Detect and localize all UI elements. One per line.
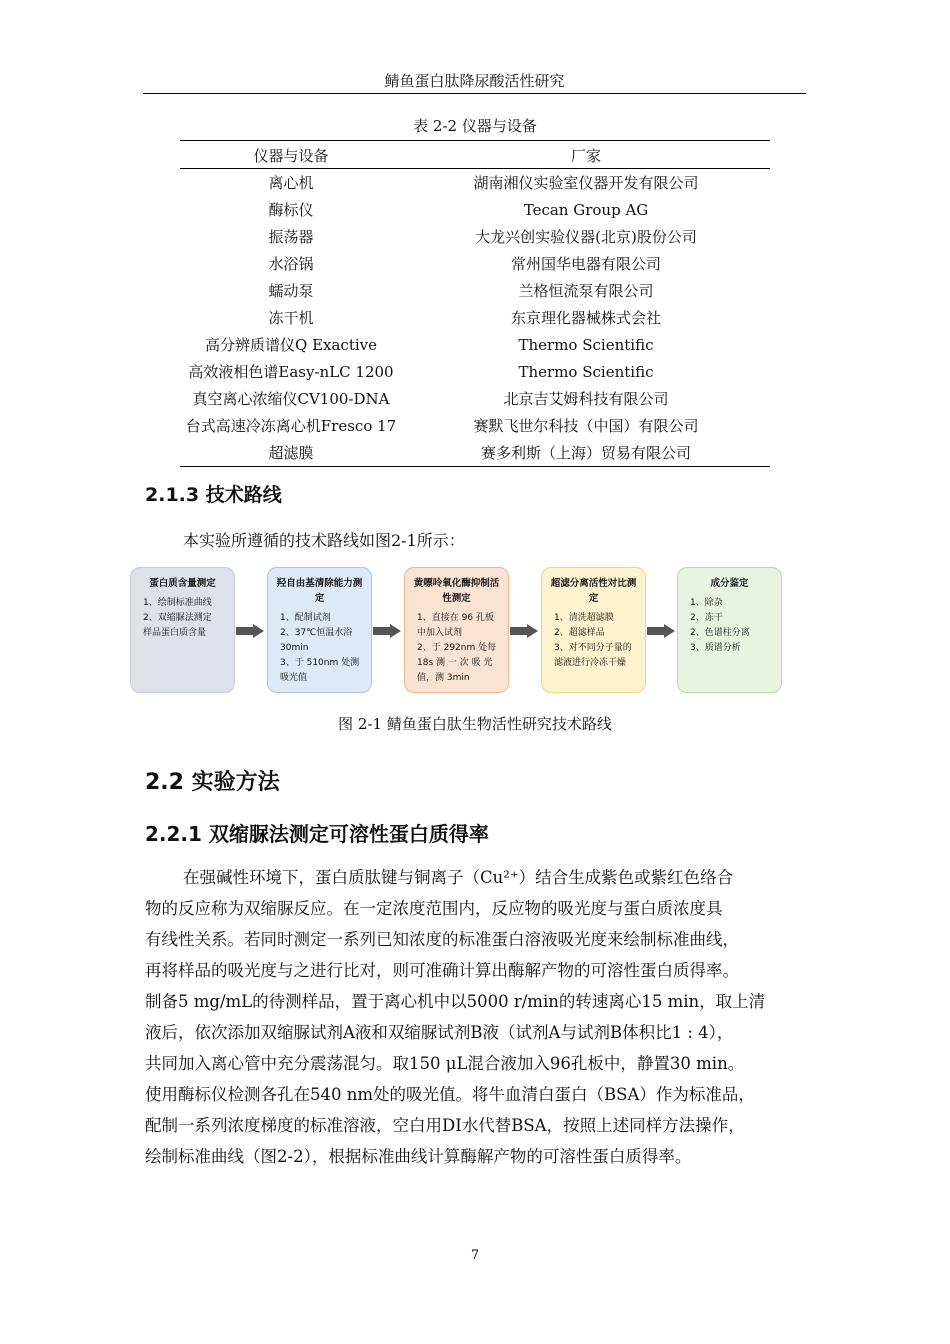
manufacturer-cell: Tecan Group AG <box>523 200 649 219</box>
flow-step-line: 值，测 3min <box>417 673 470 683</box>
instrument-cell: 离心机 <box>268 174 314 192</box>
flow-step-line: 3、于 510nm 处测 <box>280 658 360 668</box>
instrument-cell: 水浴锅 <box>268 255 314 273</box>
table-row <box>180 304 770 331</box>
flow-step-line: 2、双缩脲法测定 <box>143 613 212 623</box>
paragraph-line: 再将样品的吸光度与之进行比对，则可准确计算出酶解产物的可溶性蛋白质得率。 <box>145 961 739 980</box>
table-row <box>180 331 770 358</box>
table-row <box>180 358 770 385</box>
section-heading-2-2: 2.2 实验方法 <box>145 770 280 795</box>
paragraph-line: 液后，依次添加双缩脲试剂A液和双缩脲试剂B液（试剂A与试剂B体积比1 : 4）， <box>145 1023 734 1042</box>
flow-step-line: 1、除杂 <box>690 598 723 608</box>
table-row <box>180 385 770 412</box>
flow-step-line: 中加入试剂 <box>417 628 463 638</box>
body-paragraph <box>145 862 807 1172</box>
page-number: 7 <box>470 1248 480 1263</box>
flow-step-line: 1、配制试剂 <box>280 613 331 623</box>
table-row <box>180 277 770 304</box>
instrument-cell: 振荡器 <box>268 228 314 246</box>
table-row <box>180 412 770 439</box>
flow-step-list <box>405 606 508 686</box>
manufacturer-cell: 赛默飞世尔科技（中国）有限公司 <box>473 417 699 435</box>
intro-text: 本实验所遵循的技术路线如图2-1所示： <box>183 531 465 550</box>
arrow-right-icon <box>373 624 401 638</box>
flow-step-title: 羟自由基清除能力测定 <box>276 578 363 604</box>
flow-step-box <box>677 567 782 693</box>
paragraph-line: 绘制标准曲线（图2-2），根据标准曲线计算酶解产物的可溶性蛋白质得率。 <box>145 1147 692 1166</box>
flow-step-line: 1、清洗超滤膜 <box>554 613 614 623</box>
instrument-cell: 酶标仪 <box>268 201 314 219</box>
flow-step-line: 2、37℃恒温水浴 <box>280 628 353 638</box>
table-row <box>180 169 770 197</box>
table-header-row <box>180 141 770 169</box>
paragraph-line: 使用酶标仪检测各孔在540 nm处的吸光值。将牛血清白蛋白（BSA）作为标准品， <box>145 1085 755 1104</box>
manufacturer-cell: 常州国华电器有限公司 <box>510 255 661 273</box>
flow-step-line: 1、直接在 96 孔板 <box>417 613 494 623</box>
column-header: 厂家 <box>402 141 770 169</box>
manufacturer-cell: Thermo Scientific <box>518 335 654 354</box>
paragraph-line: 共同加入离心管中充分震荡混匀。取150 μL混合液加入96孔板中，静置30 min。 <box>145 1054 745 1073</box>
instrument-cell: 真空离心浓缩仪CV100-DNA <box>192 390 390 408</box>
figure-caption: 图 2-1 鲭鱼蛋白肽生物活性研究技术路线 <box>338 715 612 733</box>
instrument-cell: 高效液相色谱Easy-nLC 1200 <box>188 363 394 381</box>
flow-step-list <box>678 591 781 656</box>
flow-step-line: 3、对不同分子量的 <box>554 643 632 653</box>
technical-route-flowchart <box>130 567 780 695</box>
instrument-cell: 冻干机 <box>268 309 314 327</box>
instrument-cell: 蠕动泵 <box>268 282 314 300</box>
flow-step-list <box>268 606 371 686</box>
flow-step-line: 2、超滤样品 <box>554 628 605 638</box>
paragraph-line: 在强碱性环境下，蛋白质肽键与铜离子（Cu²⁺）结合生成紫色或紫红色络合 <box>183 868 734 887</box>
instrument-table <box>180 140 770 467</box>
flow-step-list <box>131 591 234 641</box>
flow-step-line: 1、绘制标准曲线 <box>143 598 212 608</box>
flow-step-box <box>404 567 509 693</box>
flow-step-list <box>542 606 645 671</box>
arrow-right-icon <box>647 624 675 638</box>
table-caption: 表 2-2 仪器与设备 <box>413 117 537 135</box>
manufacturer-cell: 东京理化器械株式会社 <box>510 309 661 327</box>
table-row <box>180 439 770 467</box>
header-rule <box>143 93 806 94</box>
section-heading-2-2-1: 2.2.1 双缩脲法测定可溶性蛋白质得率 <box>145 822 489 846</box>
flow-step-line: 2、冻干 <box>690 613 723 623</box>
paragraph-line: 配制一系列浓度梯度的标准溶液，空白用DI水代替BSA，按照上述同样方法操作， <box>145 1116 745 1135</box>
manufacturer-cell: 北京吉艾姆科技有限公司 <box>503 390 669 408</box>
instrument-cell: 超滤膜 <box>180 439 402 467</box>
paragraph-line: 物的反应称为双缩脲反应。在一定浓度范围内，反应物的吸光度与蛋白质浓度具 <box>145 899 723 918</box>
manufacturer-cell: 湖南湘仪实验室仪器开发有限公司 <box>473 174 699 192</box>
arrow-right-icon <box>236 624 264 638</box>
flow-step-line: 3、质谱分析 <box>690 643 741 653</box>
flow-step-box <box>267 567 372 693</box>
table-row <box>180 196 770 223</box>
flow-step-line: 样品蛋白质含量 <box>143 628 207 638</box>
flow-step-title: 蛋白质含量测定 <box>149 578 216 589</box>
flow-step-box <box>541 567 646 693</box>
paragraph-line: 有线性关系。若同时测定一系列已知浓度的标准蛋白溶液吸光度来绘制标准曲线， <box>145 930 739 949</box>
paragraph-line: 制备5 mg/mL的待测样品，置于离心机中以5000 r/min的转速离心15 min，取上清 <box>145 992 766 1011</box>
arrow-right-icon <box>510 624 538 638</box>
table-row <box>180 223 770 250</box>
flow-step-box <box>130 567 235 693</box>
flow-step-title: 超滤分离活性对比测定 <box>550 578 637 604</box>
section-heading-2-1-3: 2.1.3 技术路线 <box>145 484 282 506</box>
flow-step-title: 黄嘌呤氧化酶抑制活性测定 <box>413 578 500 604</box>
manufacturer-cell: 大龙兴创实验仪器(北京)股份公司 <box>475 228 697 246</box>
manufacturer-cell: 赛多利斯（上海）贸易有限公司 <box>402 439 770 467</box>
flow-step-line: 30min <box>280 643 309 653</box>
flow-step-line: 18s 测 一 次 吸 光 <box>417 658 493 668</box>
instrument-cell: 台式高速冷冻离心机Fresco 17 <box>185 417 397 435</box>
instrument-cell: 高分辨质谱仪Q Exactive <box>205 336 377 354</box>
table-row <box>180 250 770 277</box>
flow-step-line: 滤液进行冷冻干燥 <box>554 658 627 668</box>
manufacturer-cell: Thermo Scientific <box>518 362 654 381</box>
flow-step-title: 成分鉴定 <box>710 578 749 589</box>
manufacturer-cell: 兰格恒流泵有限公司 <box>518 282 654 300</box>
flow-step-line: 2、于 292nm 处每 <box>417 643 497 653</box>
flow-step-line: 2、色谱柱分离 <box>690 628 750 638</box>
column-header: 仪器与设备 <box>180 141 402 169</box>
flow-step-line: 吸光值 <box>280 673 308 683</box>
running-header: 鲭鱼蛋白肽降尿酸活性研究 <box>384 72 565 90</box>
